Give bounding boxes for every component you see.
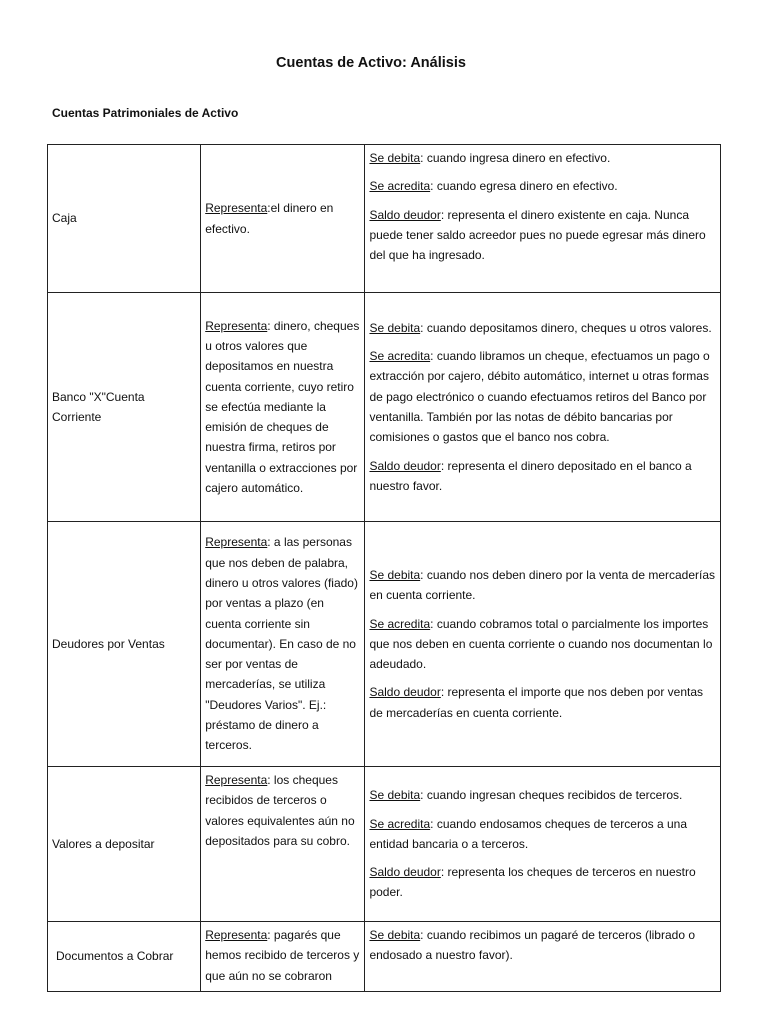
debita-text: : cuando ingresa dinero en efectivo. xyxy=(420,151,611,165)
movements-cell xyxy=(365,767,721,922)
representa-label: Representa xyxy=(205,318,268,333)
representa-text: : pagarés que hemos recibido de terceros y que aún no se cobraron xyxy=(205,928,360,983)
representa-label: Representa xyxy=(205,201,268,216)
account-name: Valores a depositar xyxy=(48,767,201,922)
acredita-text: : cuando egresa dinero en efectivo. xyxy=(430,179,618,194)
movements-cell xyxy=(365,922,721,992)
movements-cell xyxy=(365,522,721,767)
debita-label: Se debita xyxy=(369,151,421,165)
table-row xyxy=(48,522,721,767)
representa-text: : los cheques recibidos de terceros o valores equivalentes aún no depositados para su cobro. xyxy=(205,773,355,848)
acredita-label: Se acredita xyxy=(369,616,431,631)
movements-cell xyxy=(365,293,721,522)
table-row xyxy=(48,767,721,922)
representa-cell xyxy=(201,145,365,293)
representa-text: : a las personas que nos deben de palabra, dinero u otros valores (fiado) por ventas a plazo (en cuenta corriente sin documentar). En caso de no ser por ventas de mercaderías, se utiliza "Deudores Varios". Ej.: préstamo de dinero a terceros. xyxy=(205,535,358,753)
saldo-text: : representa el importe que nos deben por ventas de mercaderías en cuenta corriente. xyxy=(369,685,704,720)
representa-cell xyxy=(201,522,365,767)
representa-label: Representa xyxy=(205,773,268,787)
debita-label: Se debita xyxy=(369,320,421,335)
representa-label: Representa xyxy=(205,535,268,550)
saldo-text: : representa el dinero existente en caja. Nunca puede tener saldo acreedor pues no puede egresar más dinero del que ha ingresado. xyxy=(369,207,706,263)
representa-cell xyxy=(201,293,365,522)
saldo-label: Saldo deudor xyxy=(369,207,441,222)
account-name: Caja xyxy=(48,145,201,293)
debita-text: : cuando nos deben dinero por la venta de mercaderías en cuenta corriente. xyxy=(369,567,716,603)
saldo-label: Saldo deudor xyxy=(369,685,441,700)
account-name: Banco "X"Cuenta Corriente xyxy=(48,293,201,522)
acredita-label: Se acredita xyxy=(369,816,431,831)
saldo-text: : representa los cheques de terceros en nuestro poder. xyxy=(369,865,696,900)
representa-text: :el dinero en efectivo. xyxy=(205,201,334,236)
debita-text: : cuando recibimos un pagaré de terceros (librado o endosado a nuestro favor). xyxy=(369,928,695,963)
table-row xyxy=(48,293,721,522)
acredita-text: : cuando cobramos total o parcialmente los importes que nos deben en cuenta corriente o cuando nos documentan lo adeudado. xyxy=(369,616,713,672)
debita-label: Se debita xyxy=(369,928,421,942)
representa-cell xyxy=(201,922,365,992)
accounts-table xyxy=(47,144,721,992)
acredita-text: : cuando endosamos cheques de terceros a una entidad bancaria o a terceros. xyxy=(369,816,687,851)
acredita-text: : cuando libramos un cheque, efectuamos un pago o extracción por cajero, débito automático, internet u otras formas de pago electrónico o cuando efectuamos retiros del Banco por ventanilla. También por las notas de débito bancarias por comisiones o gastos que el banco nos cobra. xyxy=(369,349,710,445)
debita-text: : cuando ingresan cheques recibidos de terceros. xyxy=(420,788,683,803)
saldo-label: Saldo deudor xyxy=(369,865,441,880)
acredita-label: Se acredita xyxy=(369,179,431,194)
debita-text: : cuando depositamos dinero, cheques u otros valores. xyxy=(420,320,712,335)
representa-label: Representa xyxy=(205,928,268,942)
acredita-label: Se acredita xyxy=(369,349,431,364)
account-name: Deudores por Ventas xyxy=(48,522,201,767)
debita-label: Se debita xyxy=(369,788,421,803)
saldo-text: : representa el dinero depositado en el banco a nuestro favor. xyxy=(369,458,692,493)
table-row xyxy=(48,922,721,992)
representa-text: : dinero, cheques u otros valores que depositamos en nuestra cuenta corriente, cuyo retiro se efectúa mediante la emisión de cheques de nuestra firma, retiros por ventanilla o extracciones por cajero automático. xyxy=(205,318,360,496)
representa-cell xyxy=(201,767,365,922)
account-name: Documentos a Cobrar xyxy=(48,922,201,992)
table-row xyxy=(48,145,721,293)
debita-label: Se debita xyxy=(369,567,421,582)
page-title: Cuentas de Activo: Análisis xyxy=(276,55,466,71)
section-subtitle: Cuentas Patrimoniales de Activo xyxy=(52,106,239,120)
saldo-label: Saldo deudor xyxy=(369,458,441,473)
movements-cell xyxy=(365,145,721,293)
